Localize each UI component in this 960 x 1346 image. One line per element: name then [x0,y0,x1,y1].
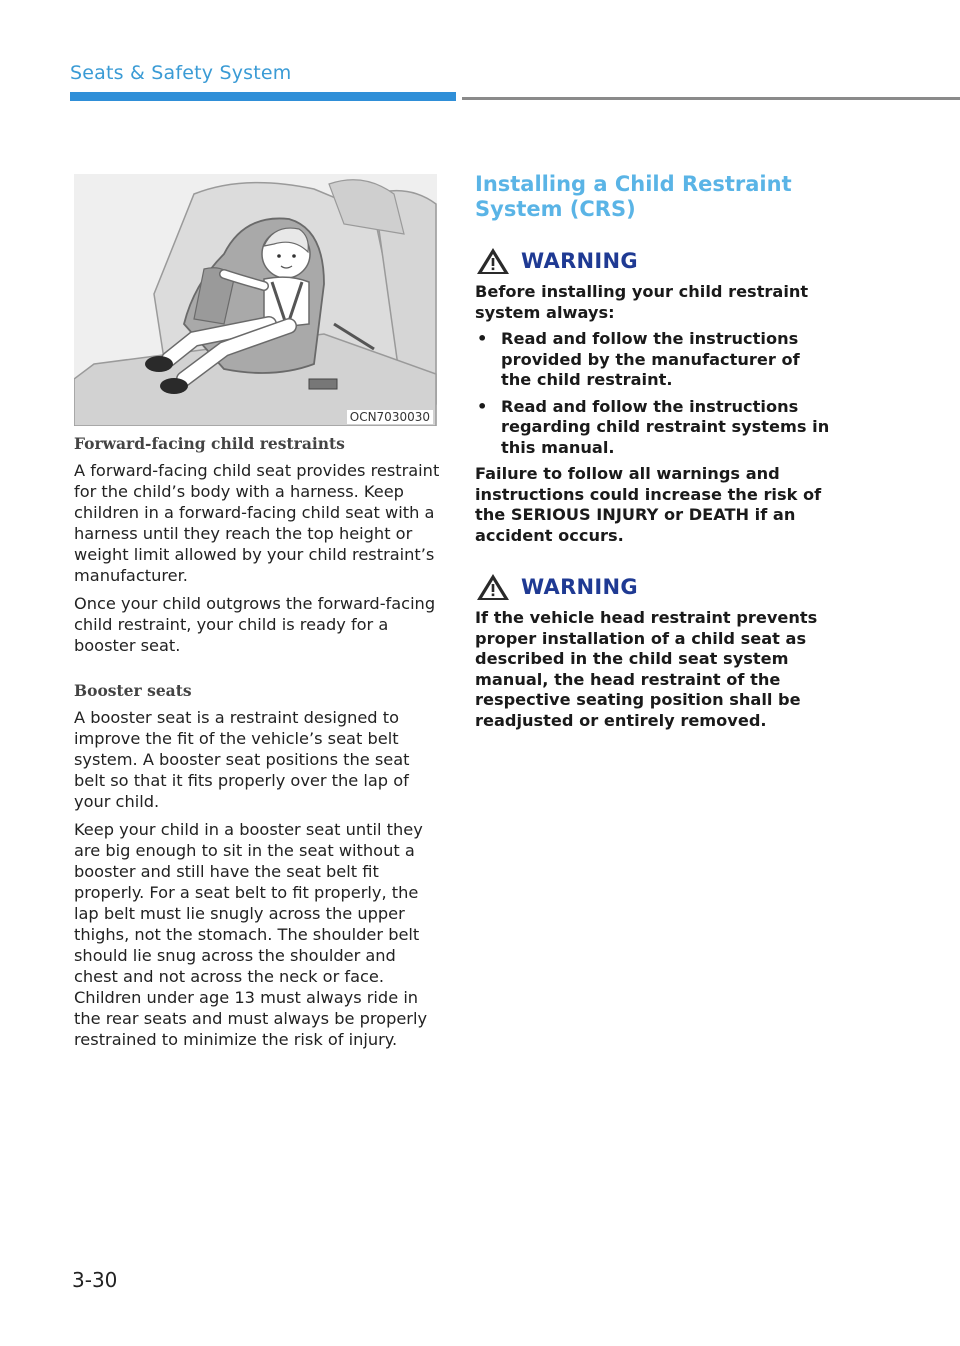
warning-triangle-icon [475,572,511,602]
warning-triangle-icon [475,246,511,276]
warning-1-intro: Before installing your child restraint system always: [475,282,809,322]
right-column [475,172,835,757]
warning-1-outro: Failure to follow all warnings and instructions could increase the risk of the SERIOUS INJURY or DEATH if an accident occurs. [475,464,822,545]
forward-facing-heading: Forward-facing child restraints [74,434,345,453]
warning-label-2: WARNING [521,575,638,599]
bullet-text: Read and follow the instructions provided by the manufacturer of the child restraint. [501,329,800,389]
warning-box-2 [475,572,835,731]
warning-2-text: If the vehicle head restraint prevents proper installation of a child seat as described in the child seat system manual, the head restraint of the respective seating position shall be readjusted or entirely removed. [475,608,818,730]
forward-paragraph-2: Once your child outgrows the forward-facing child restraint, your child is ready for a booster seat. [74,594,436,655]
warning-1-bullet: • Read and follow the instructions regarding child restraint systems in this manual. [475,397,835,459]
bullet-text: Read and follow the instructions regarding child restraint systems in this manual. [501,396,830,457]
warning-label-1: WARNING [521,249,638,273]
warning-1-bullet: • Read and follow the instructions provided by the manufacturer of the child restraint. [475,329,835,391]
header-title: Seats & Safety System [70,62,292,84]
child-seat-drawing [74,174,437,426]
header-bar-gray [462,97,960,100]
page-number: 3-30 [72,1268,118,1292]
figure-code: OCN7030030 [347,410,433,424]
warning-box-1 [475,246,835,546]
left-column [74,434,440,1057]
forward-paragraph-1: A forward-facing child seat provides restraint for the child’s body with a harness. Keep children in a forward-facing child seat with a harness until they reach the top height or weight limit allowed by your child restraint’s manufacturer. [74,461,440,585]
booster-paragraph-1: A booster seat is a restraint designed to improve the fit of the vehicle’s seat belt system. A booster seat positions the seat belt so that it fits properly over the lap of your child. [74,708,410,811]
booster-paragraph-2: Keep your child in a booster seat until they are big enough to sit in the seat without a booster and still have the seat belt fit properly. For a seat belt to fit properly, the lap belt must lie snugly across the upper thighs, not the stomach. The shoulder belt should lie snug across the shoulder and chest and not across the neck or face. Children under age 13 must always ride in the rear seats and must always be properly restrained to minimize the risk of injury. [74,820,428,1049]
header-bar-blue [70,92,456,101]
section-title: Installing a Child Restraint System (CRS) [475,172,792,221]
child-seat-illustration [74,174,437,426]
booster-heading: Booster seats [74,681,192,700]
